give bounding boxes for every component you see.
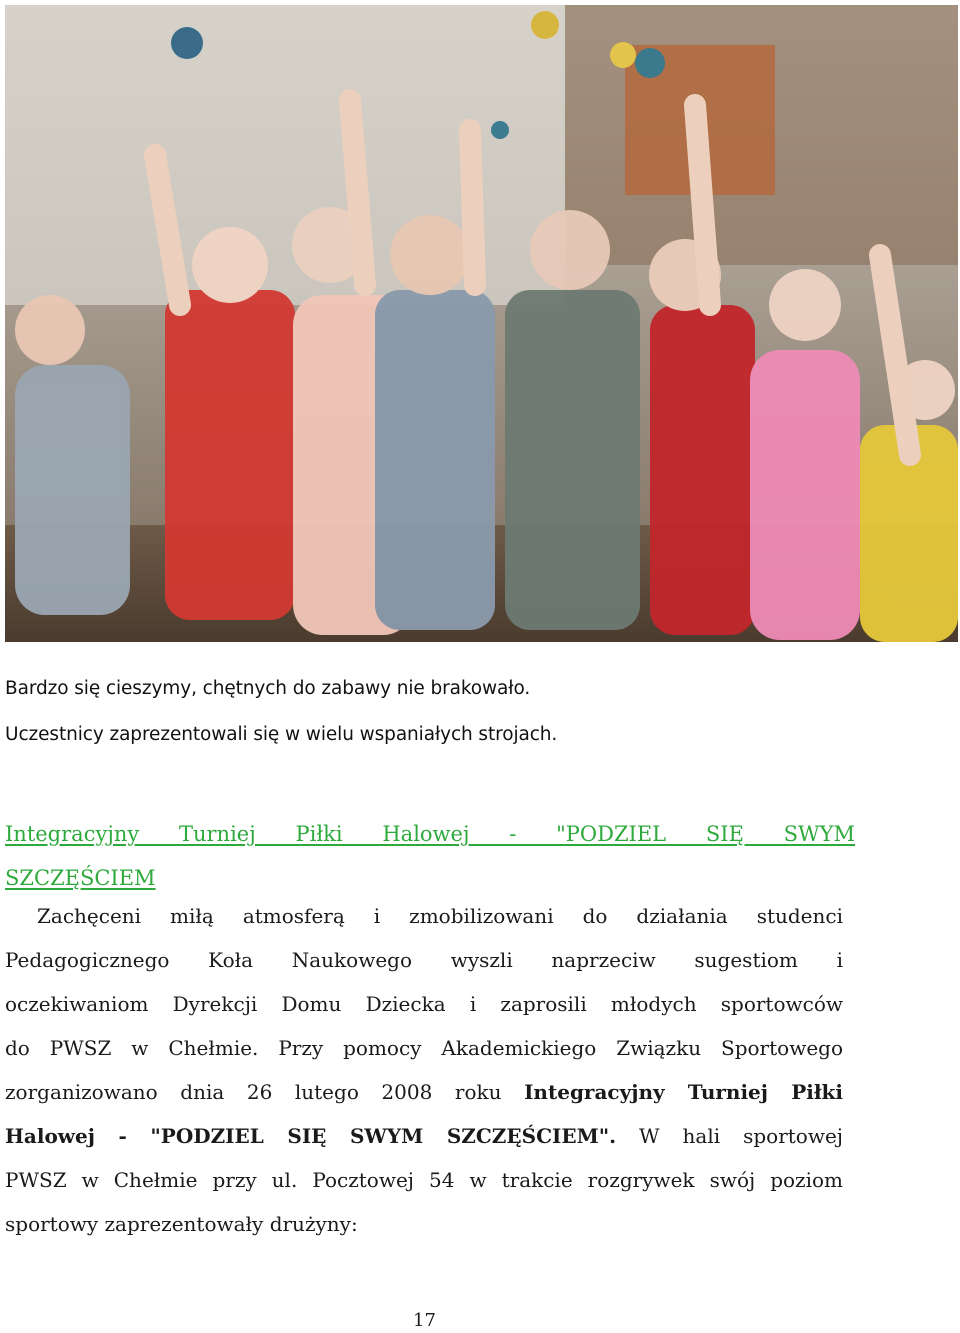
tournament-name-bold: Integracyjny Turniej Piłki xyxy=(524,1080,843,1104)
body-line: oczekiwaniom Dyrekcji Domu Dziecka i zaprosili młodych sportowców xyxy=(5,992,843,1016)
section-heading-line-1: Integracyjny Turniej Piłki Halowej - "PODZIEL SIĘ SWYM xyxy=(5,822,855,846)
body-line: Zachęceni miłą atmosferą i zmobilizowani do działania studenci xyxy=(37,904,843,928)
section-heading xyxy=(5,812,855,900)
body-line xyxy=(5,1114,843,1158)
body-text: W hali sportowej xyxy=(616,1124,843,1148)
page-number: 17 xyxy=(413,1310,436,1331)
body-line: PWSZ w Chełmie przy ul. Pocztowej 54 w trakcie rozgrywek swój poziom xyxy=(5,1168,843,1192)
body-line xyxy=(5,1070,843,1114)
photo-caption-line-1: Bardzo się cieszymy, chętnych do zabawy nie brakowało. xyxy=(5,678,531,699)
tournament-name-bold-cont: Halowej - "PODZIEL SIĘ SWYM SZCZĘŚCIEM". xyxy=(5,1124,617,1148)
children-costume-party-photo xyxy=(5,5,958,642)
article-body xyxy=(5,894,843,1246)
body-line: Pedagogicznego Koła Naukowego wyszli naprzeciw sugestiom i xyxy=(5,948,843,972)
section-heading-line-2: SZCZĘŚCIEM xyxy=(5,866,156,890)
body-line: sportowy zaprezentowały drużyny: xyxy=(5,1212,358,1236)
body-line: do PWSZ w Chełmie. Przy pomocy Akademickiego Związku Sportowego xyxy=(5,1036,843,1060)
body-text: zorganizowano dnia 26 lutego 2008 roku xyxy=(5,1080,525,1104)
event-photo xyxy=(5,5,958,642)
photo-caption-line-2: Uczestnicy zaprezentowali się w wielu wspaniałych strojach. xyxy=(5,724,558,745)
